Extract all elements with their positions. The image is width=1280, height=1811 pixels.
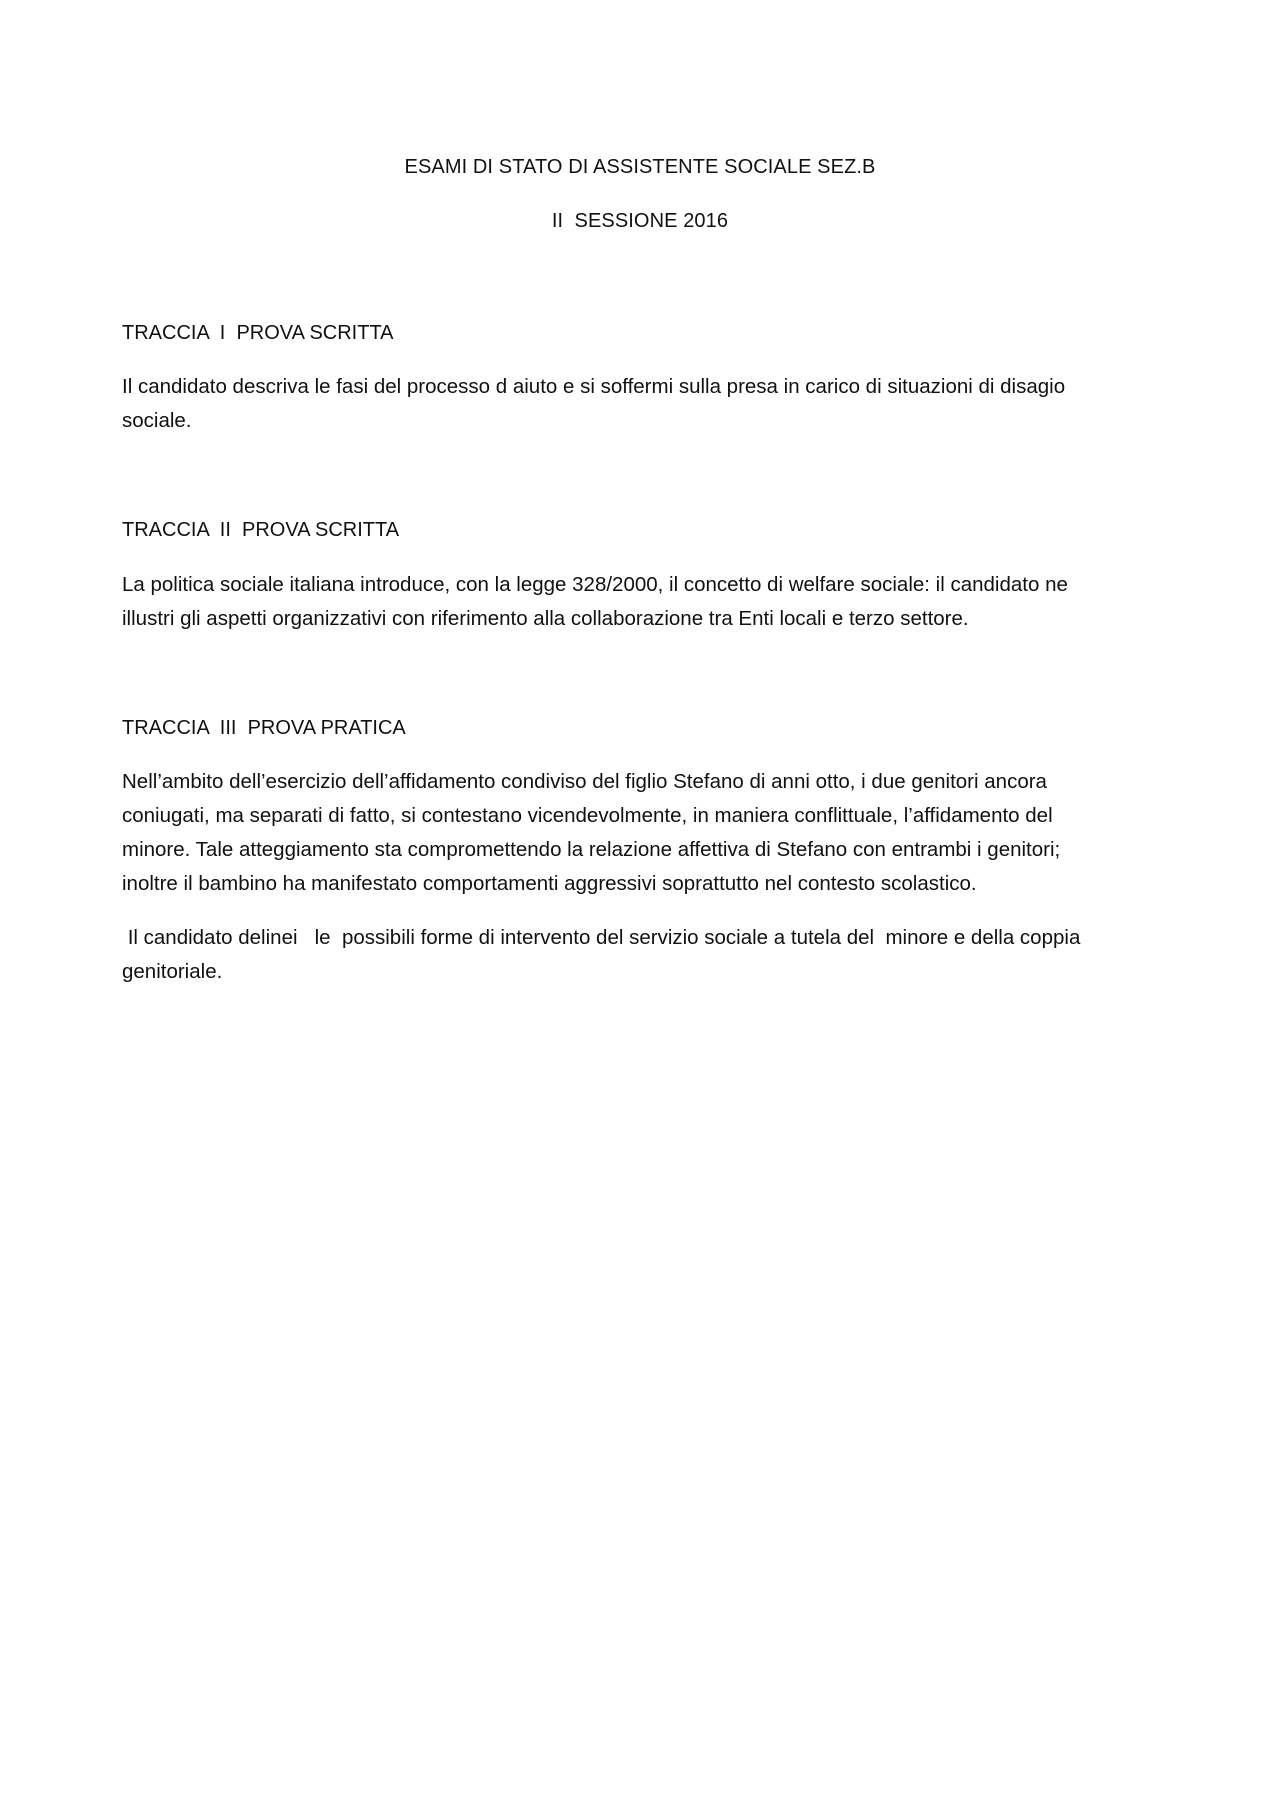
body-line: coniugati, ma separati di fatto, si contestano vicendevolmente, in maniera conflittuale, l’affidamento del (122, 804, 1053, 827)
body-line: inoltre il bambino ha manifestato comportamenti aggressivi soprattutto nel contesto scolastico. (122, 872, 977, 895)
body-line: Il candidato descriva le fasi del processo d aiuto e si soffermi sulla presa in carico di situazioni di disagio (122, 375, 1066, 398)
section-body (122, 765, 1162, 901)
section-body (122, 921, 1162, 989)
body-line: illustri gli aspetti organizzativi con riferimento alla collaborazione tra Enti locali e terzo settore. (122, 607, 969, 630)
body-line: sociale. (122, 409, 192, 432)
body-line: Il candidato delinei le possibili forme di intervento del servizio sociale a tutela del minore e della coppia (122, 926, 1081, 949)
section-body (122, 370, 1162, 438)
section-heading (122, 321, 1162, 345)
section-heading-text: TRACCIA III PROVA PRATICA (122, 717, 406, 739)
section-heading (122, 716, 1162, 740)
body-line: Nell’ambito dell’esercizio dell’affidamento condiviso del figlio Stefano di anni otto, i due genitori ancora (122, 770, 1047, 793)
session-label: II SESSIONE 2016 (551, 210, 729, 232)
section-body (122, 568, 1162, 636)
body-line: La politica sociale italiana introduce, con la legge 328/2000, il concetto di welfare sociale: il candidato ne (122, 573, 1068, 596)
document-title: ESAMI DI STATO DI ASSISTENTE SOCIALE SEZ.B (404, 156, 876, 178)
section-heading (122, 518, 1162, 542)
section-heading-text: TRACCIA I PROVA SCRITTA (122, 322, 394, 344)
section-heading-text: TRACCIA II PROVA SCRITTA (122, 519, 400, 541)
body-line: minore. Tale atteggiamento sta compromettendo la relazione affettiva di Stefano con entrambi i genitori; (122, 838, 1061, 861)
body-line: genitoriale. (122, 960, 223, 983)
